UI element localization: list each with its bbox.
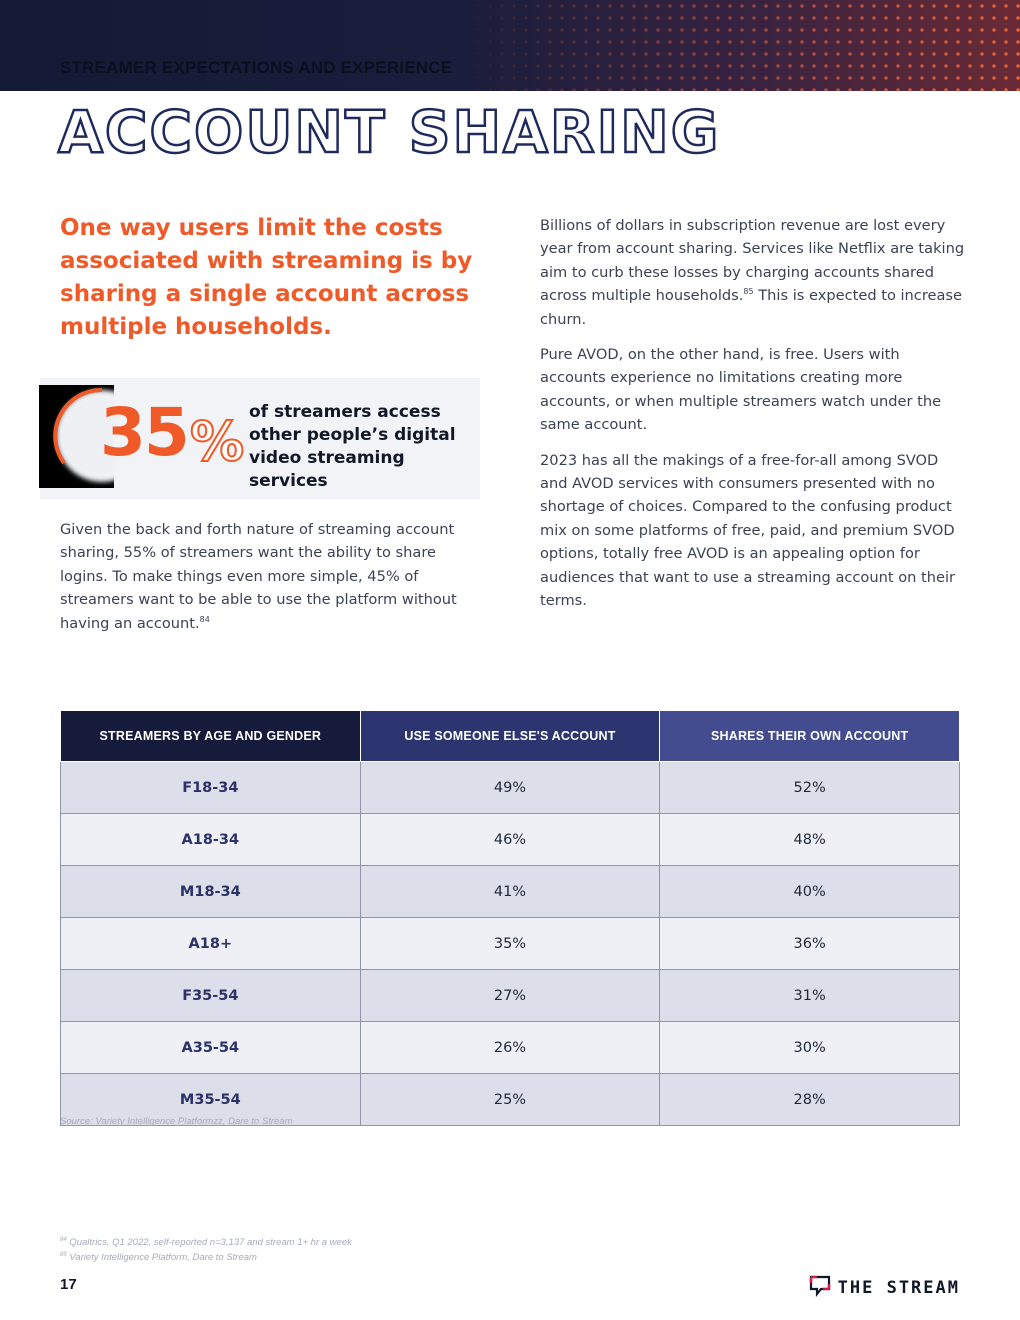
shares-own-cell: 36%: [660, 918, 960, 970]
table-row: [61, 866, 960, 918]
brand-logo: [808, 1273, 960, 1302]
footnote-ref-84: 84: [199, 614, 210, 624]
shares-own-cell: 31%: [660, 970, 960, 1022]
column-header-shares-own: SHARES THEIR OWN ACCOUNT: [660, 711, 960, 762]
footnote-text: Qualtrics, Q1 2022, self-reported n=3,137 and stream 1+ hr a week: [69, 1237, 352, 1248]
shares-own-cell: 40%: [660, 866, 960, 918]
right-paragraph-1-tail: This is expected to increase churn.: [540, 287, 963, 328]
page-title: ACCOUNT SHARING: [58, 98, 721, 166]
use-others-cell: 26%: [360, 1022, 660, 1074]
stat-number: 35: [100, 394, 188, 471]
footnote-84: [60, 1235, 352, 1250]
dot-pattern: [460, 0, 1020, 91]
footnote-number: 84: [60, 1236, 67, 1243]
right-paragraph-1: [540, 214, 965, 331]
table-row: [61, 762, 960, 814]
right-column: [540, 214, 965, 625]
use-others-cell: 27%: [360, 970, 660, 1022]
speech-bubble-logo-icon: [808, 1273, 832, 1302]
lead-statement: One way users limit the costs associated with streaming is by sharing a single account across multiple households.: [60, 215, 473, 340]
stat-description: of streamers access other people’s digital video streaming services: [249, 402, 456, 491]
use-others-cell: 35%: [360, 918, 660, 970]
table-source: Source: Variety Intelligence Platformzz, Dare to Stream: [60, 1116, 293, 1127]
footnote-text: Variety Intelligence Platform, Dare to Stream: [69, 1252, 257, 1263]
shares-own-cell: 30%: [660, 1022, 960, 1074]
account-sharing-table: [60, 710, 960, 1126]
use-others-cell: 46%: [360, 814, 660, 866]
shares-own-cell: 48%: [660, 814, 960, 866]
brand-name: THE STREAM: [837, 1277, 960, 1298]
column-header-segment: STREAMERS BY AGE AND GENDER: [61, 711, 361, 762]
segment-cell: A35-54: [61, 1022, 361, 1074]
right-paragraph-3: 2023 has all the makings of a free-for-all among SVOD and AVOD services with consumers presented with no shortage of choices. Compared to the confusing product mix on some platforms of free, paid, and premium SVOD options, totally free AVOD is an appealing option for audiences that want to use a streaming account on their terms.: [540, 451, 956, 610]
table-row: [61, 970, 960, 1022]
table-row: [61, 1022, 960, 1074]
left-paragraph-text: Given the back and forth nature of streaming account sharing, 55% of streamers want the ability to share logins. To make things even more simple, 45% of streamers want to be able to use the platform without having an account.: [60, 521, 457, 632]
footnote-ref-85: 85: [743, 287, 754, 297]
section-label: STREAMER EXPECTATIONS AND EXPERIENCE: [60, 58, 453, 77]
segment-cell: M35-54: [61, 1074, 361, 1126]
right-paragraph-1-text: Billions of dollars in subscription revenue are lost every year from account sharing. Services like Netflix are taking aim to curb these losses by charging accounts shared across multiple households.: [540, 217, 965, 305]
use-others-cell: 41%: [360, 866, 660, 918]
segment-cell: A18-34: [61, 814, 361, 866]
page-number: 17: [60, 1276, 77, 1293]
left-paragraph: [60, 518, 480, 635]
footnote-85: [60, 1250, 352, 1265]
segment-cell: A18+: [61, 918, 361, 970]
shares-own-cell: 52%: [660, 762, 960, 814]
table-header-row: [61, 711, 960, 762]
table-row: [61, 814, 960, 866]
segment-cell: F18-34: [61, 762, 361, 814]
segment-cell: M18-34: [61, 866, 361, 918]
segment-cell: F35-54: [61, 970, 361, 1022]
column-header-use-others: USE SOMEONE ELSE'S ACCOUNT: [360, 711, 660, 762]
shares-own-cell: 28%: [660, 1074, 960, 1126]
footnote-number: 85: [60, 1251, 67, 1258]
table-row: [61, 918, 960, 970]
use-others-cell: 25%: [360, 1074, 660, 1126]
footnotes: [60, 1235, 352, 1265]
use-others-cell: 49%: [360, 762, 660, 814]
stat-percent: %: [190, 410, 245, 473]
right-paragraph-2: Pure AVOD, on the other hand, is free. Users with accounts experience no limitations creating more accounts, or when multiple streamers watch under the same account.: [540, 346, 942, 434]
